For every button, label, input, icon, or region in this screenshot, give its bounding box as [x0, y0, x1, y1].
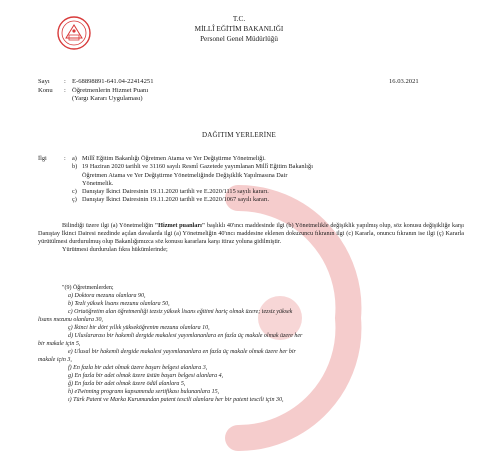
konu-value-1: Öğretmenlerin Hizmet Puanı [72, 86, 149, 94]
provision-item: f) En fazla bir adet olmak üzere başarı belgesi alanlara 3, [68, 365, 208, 371]
ilgi-text: Öğretmen Atama ve Yer Değiştirme Yönetmeliğinde Değişiklik Yapılmasına Dair [82, 171, 288, 179]
body-bold-term: "Hizmet puanları" [154, 222, 206, 229]
ilgi-letter: b) [72, 163, 78, 171]
provision-item: a) Doktora mezunu olanlara 90, [68, 293, 146, 299]
sayi-label: Sayı [38, 78, 50, 85]
provision-item-cont: makale için 3, [38, 357, 72, 363]
provision-item: h) eTwinning programı kapsamında sertifikası bulunanlara 15, [68, 389, 220, 395]
konu-label: Konu [38, 86, 53, 94]
ilgi-text: Danıştay İkinci Dairesinin 19.11.2020 tarihli ve E.2020/1115 sayılı kararı. [82, 188, 269, 196]
letter-date: 16.03.2021 [389, 78, 419, 85]
body-text-part: Yürütmesi durdurulan fıkra hükümlerinde; [62, 246, 168, 253]
konu-row-2 [38, 95, 458, 104]
provision-item: b) Tezli yüksek lisans mezunu olanlara 50, [68, 301, 170, 307]
ilgi-text: Yönetmelik. [82, 179, 114, 187]
body-text-part: Bilindiği üzere ilgi (a) Yönetmeliğin [62, 222, 154, 229]
colon: : [64, 155, 66, 162]
ilgi-letter: c) [72, 188, 77, 196]
header-line-tc: T.C. [232, 15, 246, 23]
header-department: Personel Genel Müdürlüğü [200, 35, 278, 43]
provision-item-cont: lisans mezunu olanlara 30, [38, 317, 104, 323]
body-text [38, 222, 464, 254]
ilgi-letter [72, 172, 82, 180]
sayi-value: E-68898891-641.04-22414251 [72, 78, 154, 85]
body-paragraph-1 [38, 222, 464, 246]
ilgi-text: 19 Haziran 2020 tarihli ve 31160 sayılı Resmî Gazetede yayımlanan Millî Eğitim Bakanlığı [82, 163, 313, 171]
ilgi-section [38, 155, 458, 205]
ilgi-row [38, 196, 458, 204]
ilgi-letter [72, 180, 82, 188]
provision-item: d) Uluslararası bir hakemli dergide makalesi yayımlananlara en fazla üç makale olmak üzere her [68, 333, 303, 339]
ilgi-row [38, 155, 458, 163]
body-paragraph-2 [38, 246, 464, 254]
konu-value-2: (Yargı Kararı Uygulaması) [72, 95, 143, 102]
konu-row [38, 87, 458, 96]
ilgi-text: Millî Eğitim Bakanlığı Öğretmen Atama ve Yer Değiştirme Yönetmeliği. [82, 155, 266, 162]
header-ministry: MİLLÎ EĞİTİM BAKANLIĞI [194, 25, 284, 33]
ilgi-row [38, 188, 458, 196]
provision-lead: "(9) Öğretmenlerden; [62, 285, 114, 291]
provision-item-cont: bir makale için 5, [38, 341, 81, 347]
provision-item: g) En fazla bir adet olmak üzere üstün başarı belgesi alanlara 4, [68, 373, 224, 379]
ilgi-row [38, 163, 458, 171]
colon: : [64, 78, 66, 85]
colon: : [64, 86, 66, 94]
ilgi-letter: ç) [72, 196, 77, 204]
ilgi-row [38, 172, 458, 180]
provision-item: ç) İkinci bir dört yıllık yükseköğrenim mezunu olanlara 10, [68, 325, 210, 331]
ilgi-label: İlgi [38, 155, 47, 162]
provision-item: c) Ortaöğretim alan öğretmenliği tezsiz yüksek lisans eğitimi hariç olmak üzere; tezsiz yüksek [68, 309, 293, 315]
ilgi-letter: a) [72, 155, 77, 162]
letterhead [0, 14, 478, 44]
distribution-title: DAĞITIM YERLERİNE [201, 131, 277, 139]
provision-item: ğ) En fazla bir adet olmak üzere ödül alanlara 5, [68, 381, 186, 387]
provision-item: e) Ulusal bir hakemli dergide makalesi yayımlananlara en fazla üç makale olmak üzere her bir [68, 349, 296, 355]
ilgi-text: Danıştay İkinci Dairesinin 19.11.2020 tarihli ve E.2020/1067 sayılı kararı. [82, 196, 270, 204]
quoted-provisions [38, 284, 464, 404]
ilgi-row [38, 180, 458, 188]
body-text-part: başlıklı 40'ıncı maddesinde ilgi (b) Yönetmelikle değişiklik yapılmış olup, söz konusu değişikliğe karşı Danıştay İkinci Dairesi nezdinde açılan davalarda ilgi (a) Yönetmeliğin 40'ıncı maddesine eklenen dokuzuncu fıkranın ilgi (c) Kararla, onuncu fıkranın ise ilgi (ç) Kararla yürütülmesi durdurulmuş olup Bakanlığımızca söz konusu kararlara karşı itiraz yoluna gidilmiştir. [38, 222, 465, 245]
provision-item: ı) Türk Patent ve Marka Kurumundan patent tescili alanlara her bir patent tescili için 30, [68, 397, 284, 403]
